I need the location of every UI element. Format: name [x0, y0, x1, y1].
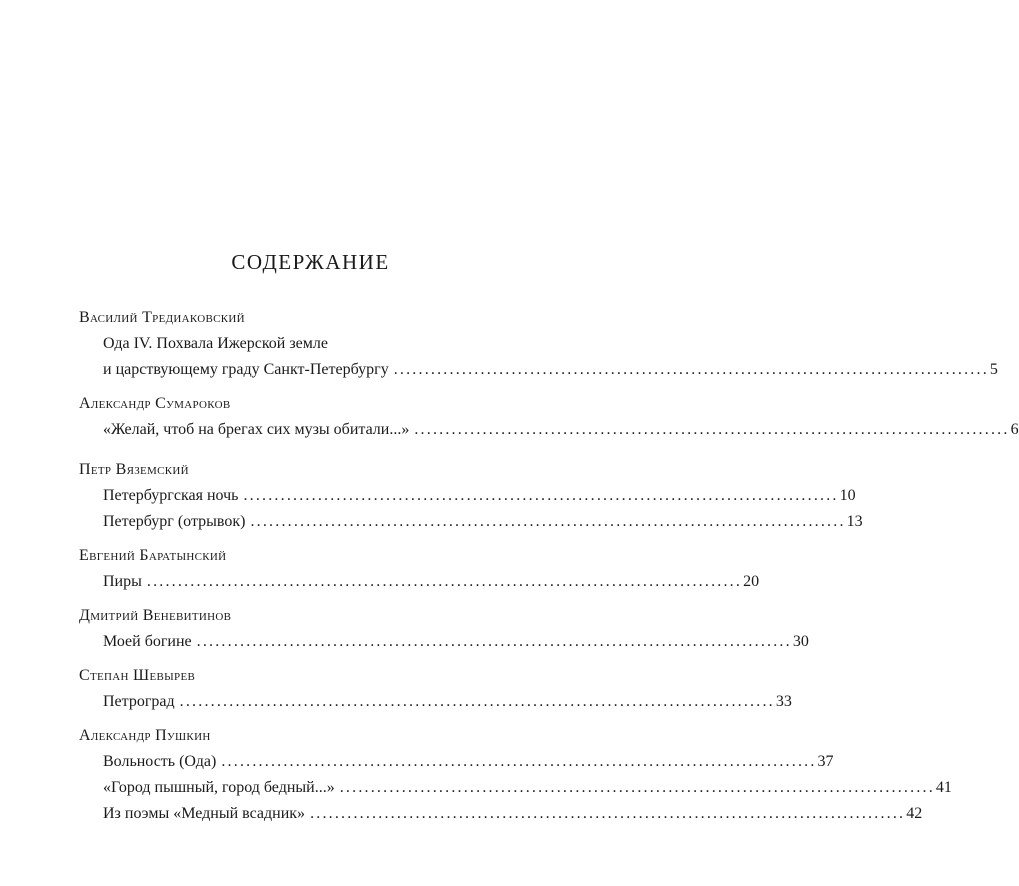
page-number: 42 [906, 805, 923, 822]
page-number: 30 [792, 633, 809, 650]
author-name: Петр Вяземский [79, 461, 189, 478]
entry-title: Моей богине [103, 633, 192, 650]
toc-section-baratynsky [79, 543, 760, 595]
entry-title: Из поэмы «Медный всадник» [103, 805, 306, 822]
toc-entry [79, 509, 863, 535]
page-number: 37 [817, 753, 834, 770]
toc-entry [79, 801, 923, 827]
dot-leader: ................................................................................................ [196, 633, 792, 650]
author-name: Евгений Баратынский [79, 547, 227, 564]
dot-leader: ................................................................................................ [179, 693, 775, 710]
toc-section-vyazemsky [79, 457, 863, 535]
toc-entry [79, 483, 856, 509]
entry-title: Пиры [103, 573, 142, 590]
page-number: 10 [839, 487, 856, 504]
dot-leader: ................................................................................................ [393, 361, 989, 378]
entry-title: «Город пышный, город бедный...» [103, 779, 335, 796]
toc-section-trediakovsky [79, 305, 998, 383]
author-name: Дмитрий Веневитинов [79, 607, 232, 624]
table-of-contents [79, 305, 1019, 835]
page-number: 41 [935, 779, 952, 796]
author-name: Александр Сумароков [79, 395, 231, 412]
page-title: СОДЕРЖАНИЕ [231, 250, 390, 274]
entry-title: Петербург (отрывок) [103, 513, 246, 530]
toc-entry [79, 689, 792, 715]
dot-leader: ................................................................................................ [414, 421, 1010, 438]
entry-title: и царствующему граду Санкт-Петербургу [103, 361, 389, 378]
entry-title: Вольность (Ода) [103, 753, 217, 770]
toc-entry [79, 569, 760, 595]
dot-leader: ................................................................................................ [221, 753, 817, 770]
author-name: Александр Пушкин [79, 727, 211, 744]
page-number: 33 [775, 693, 792, 710]
author-name: Василий Тредиаковский [79, 309, 245, 326]
dot-leader: ................................................................................................ [250, 513, 846, 530]
dot-leader: ................................................................................................ [310, 805, 906, 822]
entry-title: Петроград [103, 693, 175, 710]
toc-section-sumarokov [79, 391, 1019, 443]
dot-leader: ................................................................................................ [146, 573, 743, 590]
toc-entry [79, 629, 809, 655]
entry-title-line: Ода IV. Похвала Ижерской земле [103, 335, 328, 352]
dot-leader: ................................................................................................ [339, 779, 935, 796]
page-number: 5 [989, 361, 998, 378]
toc-section-pushkin [79, 723, 952, 827]
toc-section-shevyrev [79, 663, 792, 715]
toc-entry [79, 749, 834, 775]
dot-leader: ................................................................................................ [243, 487, 839, 504]
page-number: 6 [1010, 421, 1019, 438]
toc-entry [79, 331, 998, 383]
page-number: 20 [743, 573, 760, 590]
toc-section-venevitinov [79, 603, 809, 655]
entry-title: Петербургская ночь [103, 487, 239, 504]
author-name: Степан Шевырев [79, 667, 196, 684]
toc-entry [79, 775, 952, 801]
entry-title: «Желай, чтоб на брегах сих музы обитали...» [103, 421, 410, 438]
toc-entry [79, 417, 1019, 443]
page-number: 13 [846, 513, 863, 530]
